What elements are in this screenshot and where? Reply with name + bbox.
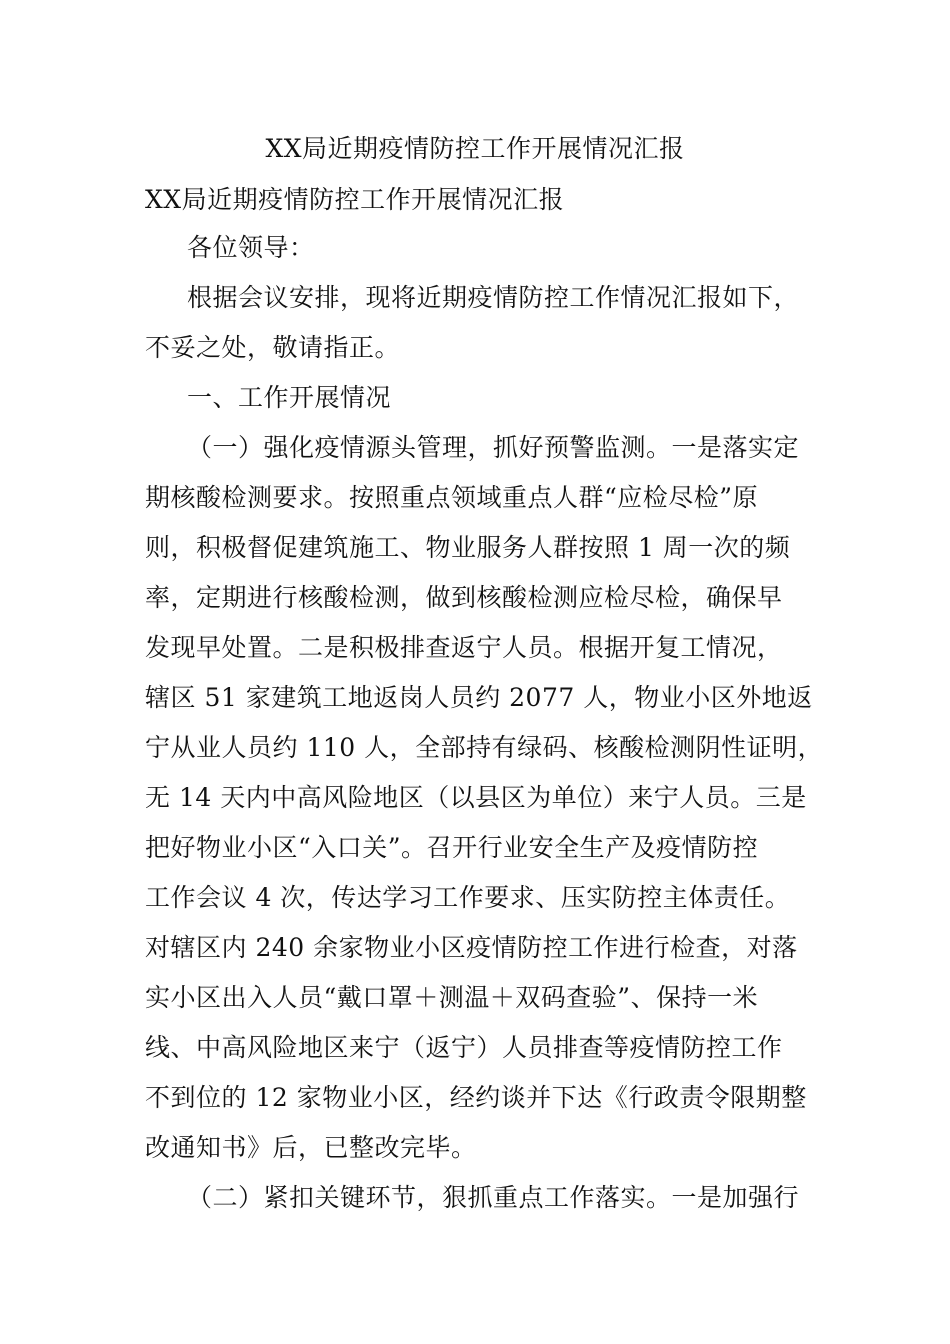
- document-body: [145, 230, 824, 1230]
- document-title: XX局近期疫情防控工作开展情况汇报: [265, 134, 685, 163]
- text-line: 宁从业人员约 110 人，全部持有绿码、核酸检测阴性证明，: [145, 733, 824, 762]
- text-line: 根据会议安排，现将近期疫情防控工作情况汇报如下，: [187, 283, 800, 312]
- text-line: 工作会议 4 次，传达学习工作要求、压实防控主体责任。: [145, 883, 791, 912]
- text-line: 改通知书》后，已整改完毕。: [145, 1133, 477, 1162]
- text-line: 期核酸检测要求。按照重点领域重点人群“应检尽检”原: [145, 483, 759, 512]
- text-line: 发现早处置。二是积极排查返宁人员。根据开复工情况，: [145, 633, 783, 662]
- text-line: 对辖区内 240 余家物业小区疫情防控工作进行检查，对落: [145, 933, 798, 962]
- text-line: 不到位的 12 家物业小区，经约谈并下达《行政责令限期整: [145, 1083, 807, 1112]
- text-line: 实小区出入人员“戴口罩＋测温＋双码查验”、保持一米: [145, 983, 759, 1012]
- text-line: 不妥之处，敬请指正。: [145, 333, 401, 362]
- text-line: （二）紧扣关键环节，狠抓重点工作落实。一是加强行: [187, 1183, 800, 1212]
- text-line: （一）强化疫情源头管理，抓好预警监测。一是落实定: [187, 433, 800, 462]
- text-line: 率，定期进行核酸检测，做到核酸检测应检尽检，确保早: [145, 583, 783, 612]
- text-line: 辖区 51 家建筑工地返岗人员约 2077 人，物业小区外地返: [145, 683, 813, 712]
- document-subtitle: XX局近期疫情防控工作开展情况汇报: [145, 185, 565, 214]
- text-line: 则，积极督促建筑施工、物业服务人群按照 1 周一次的频: [145, 533, 791, 562]
- text-line: 一、工作开展情况: [187, 383, 392, 412]
- text-line: 各位领导：: [187, 233, 315, 262]
- text-line: 线、中高风险地区来宁（返宁）人员排查等疫情防控工作: [145, 1033, 783, 1062]
- text-line: 无 14 天内中高风险地区（以县区为单位）来宁人员。三是: [145, 783, 807, 812]
- text-line: 把好物业小区“入口关”。召开行业安全生产及疫情防控: [145, 833, 759, 862]
